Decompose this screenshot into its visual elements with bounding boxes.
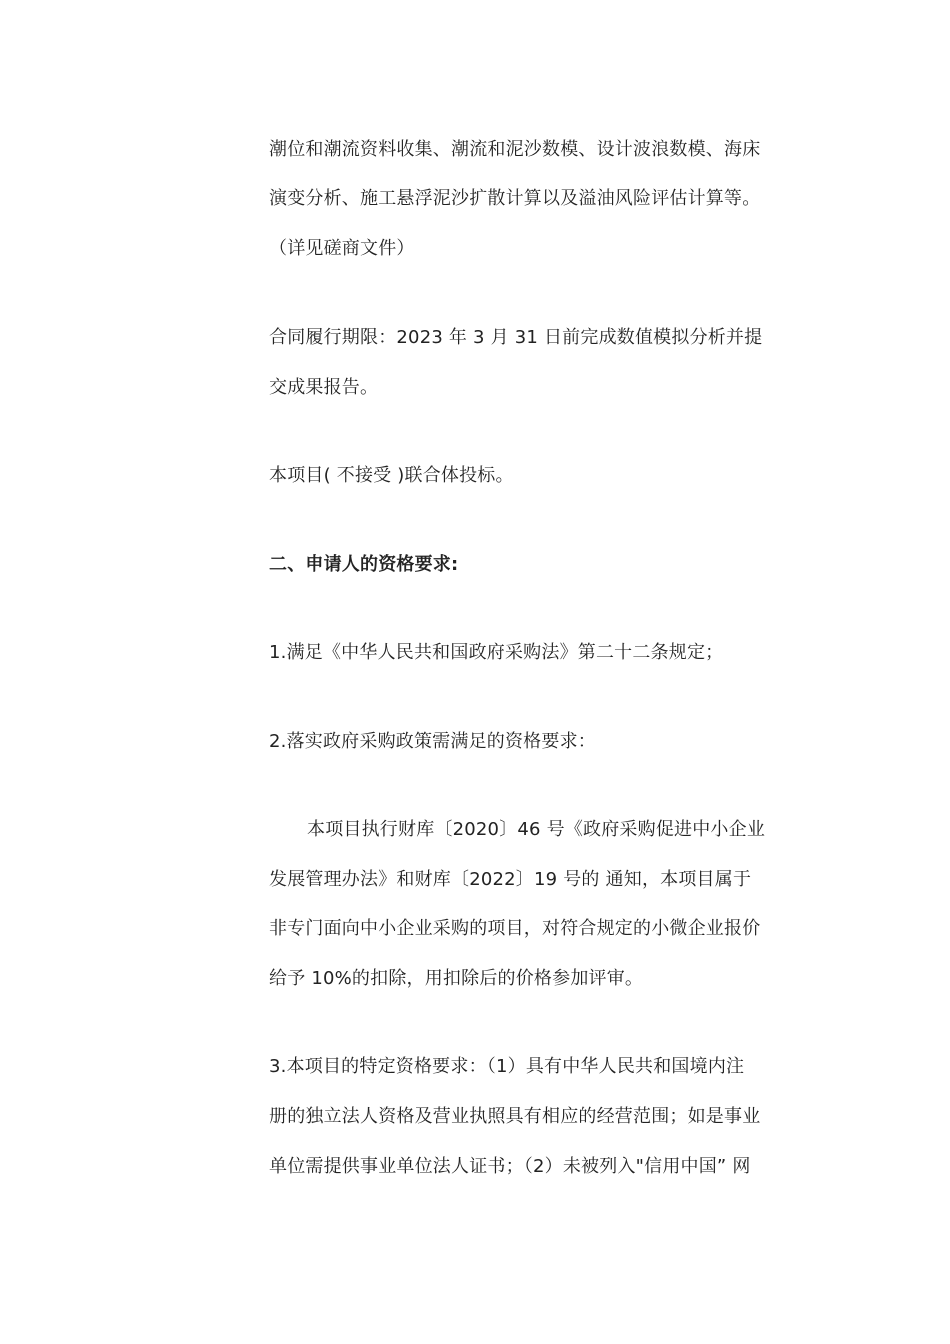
paragraph-line: （详见磋商文件） bbox=[269, 238, 415, 259]
contract-period-line: 交成果报告。 bbox=[269, 377, 379, 398]
policy-paragraph-line: 非专门面向中小企业采购的项目，对符合规定的小微企业报价 bbox=[269, 918, 761, 939]
requirement-item-1: 1.满足《中华人民共和国政府采购法》第二十二条规定； bbox=[269, 642, 724, 663]
requirement-item-3-line: 册的独立法人资格及营业执照具有相应的经营范围；如是事业 bbox=[269, 1106, 761, 1127]
paragraph-line: 演变分析、施工悬浮泥沙扩散计算以及溢油风险评估计算等。 bbox=[269, 188, 761, 209]
policy-paragraph-line: 发展管理办法》和财库〔2022〕19 号的 通知，本项目属于 bbox=[269, 869, 752, 890]
requirement-item-2: 2.落实政府采购政策需满足的资格要求： bbox=[269, 731, 596, 752]
paragraph-line: 潮位和潮流资料收集、潮流和泥沙数模、设计波浪数模、海床 bbox=[269, 139, 761, 160]
policy-paragraph-line: 给予 10%的扣除，用扣除后的价格参加评审。 bbox=[269, 968, 644, 989]
consortium-statement: 本项目( 不接受 )联合体投标。 bbox=[269, 465, 514, 486]
requirement-item-3-line: 3.本项目的特定资格要求：（1）具有中华人民共和国境内注 bbox=[269, 1056, 745, 1077]
policy-paragraph-line: 本项目执行财库〔2020〕46 号《政府采购促进中小企业 bbox=[307, 819, 766, 840]
section-heading: 二、申请人的资格要求: bbox=[269, 554, 459, 575]
contract-period-line: 合同履行期限：2023 年 3 月 31 日前完成数值模拟分析并提 bbox=[269, 327, 763, 348]
requirement-item-3-line: 单位需提供事业单位法人证书；（2）未被列入"信用中国” 网 bbox=[269, 1156, 751, 1177]
